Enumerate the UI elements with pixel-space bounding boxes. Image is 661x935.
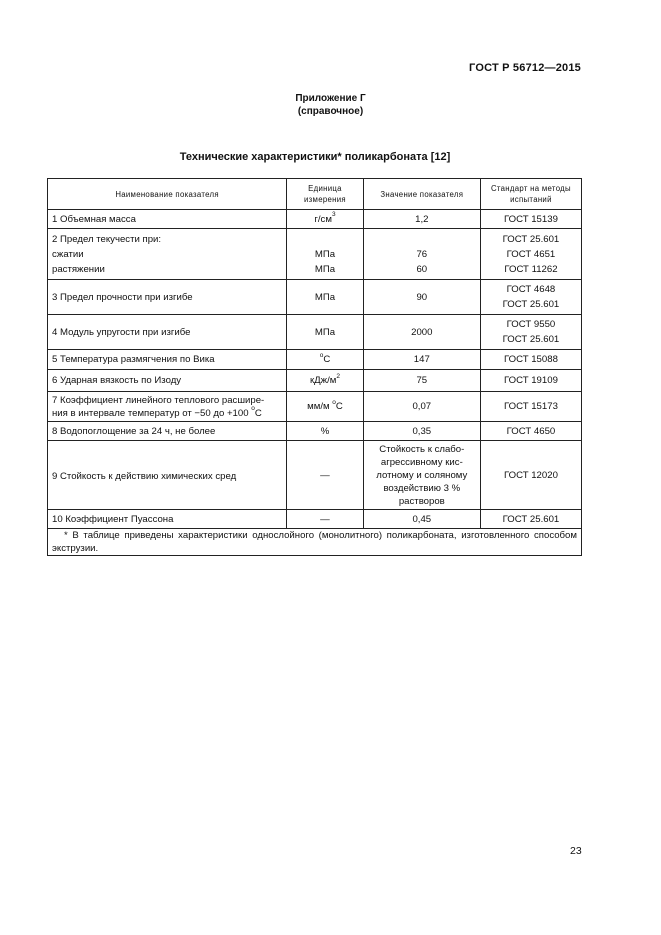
table-header-row	[48, 179, 582, 210]
row-value: 0,35	[363, 422, 480, 441]
row-value: 2000	[363, 315, 480, 350]
row-standard: ГОСТ 19109	[480, 370, 581, 392]
page-number: 23	[570, 845, 582, 857]
header-value: Значение показателя	[363, 179, 480, 210]
table-row	[48, 441, 582, 510]
row-value: 75	[363, 370, 480, 392]
row-standard: ГОСТ 15088	[480, 350, 581, 370]
row-unit: МПа	[287, 315, 364, 350]
row-name: 6 Ударная вязкость по Изоду	[48, 370, 287, 392]
table-row	[48, 229, 582, 280]
row-standard: ГОСТ 15173	[480, 392, 581, 422]
row-standard: ГОСТ 4650	[480, 422, 581, 441]
row-name: 5 Температура размягчения по Вика	[48, 350, 287, 370]
annex-title: Приложение Г	[295, 93, 366, 104]
table-row	[48, 510, 582, 529]
characteristics-table	[47, 178, 582, 556]
table-row	[48, 370, 582, 392]
annex-heading	[0, 92, 661, 118]
row-value: 1,2	[363, 210, 480, 229]
table-row	[48, 422, 582, 441]
header-standard: Стандарт на методы испытаний	[480, 179, 581, 210]
table-footnote: * В таблице приведены характеристики однослойного (монолитного) поликарбоната, изготовленного способом экструзии.	[48, 529, 582, 556]
row-value: 90	[363, 280, 480, 315]
row-value: 0,45	[363, 510, 480, 529]
table-row	[48, 350, 582, 370]
row-name: 3 Предел прочности при изгибе	[48, 280, 287, 315]
row-value: Стойкость к слабо- агрессивному кис- лотному и соляному воздействию 3 % растворов	[363, 441, 480, 510]
row-standard: ГОСТ 12020	[480, 441, 581, 510]
row-name: 1 Объемная масса	[48, 210, 287, 229]
footnote-row	[48, 529, 582, 556]
row-name: 4 Модуль упругости при изгибе	[48, 315, 287, 350]
row-unit: $г/см^3$	[287, 210, 364, 229]
row-unit: МПа	[287, 280, 364, 315]
row-standard: ГОСТ 15139	[480, 210, 581, 229]
row-unit: %	[287, 422, 364, 441]
row-unit: кДж/$м^2$	[287, 370, 364, 392]
header-name: Наименование показателя	[48, 179, 287, 210]
annex-subtitle: (справочное)	[297, 106, 364, 117]
row-unit: —	[287, 441, 364, 510]
row-value: 147	[363, 350, 480, 370]
row-unit: мм/м $^о$С	[287, 392, 364, 422]
row-standard: ГОСТ 25.601 ГОСТ 4651 ГОСТ 11262	[480, 229, 581, 280]
header-unit: Единица измерения	[287, 179, 364, 210]
row-value: 76 60	[363, 229, 480, 280]
table-title: Технические характеристики* поликарбоната [12]	[179, 151, 451, 163]
row-name: 10 Коэффициент Пуассона	[48, 510, 287, 529]
table-row	[48, 392, 582, 422]
row-name: 9 Стойкость к действию химических сред	[48, 441, 287, 510]
row-standard: ГОСТ 9550 ГОСТ 25.601	[480, 315, 581, 350]
row-unit: МПа МПа	[287, 229, 364, 280]
row-name: 2 Предел текучести при: сжатии растяжении	[48, 229, 287, 280]
row-standard: ГОСТ 25.601	[480, 510, 581, 529]
row-standard: ГОСТ 4648 ГОСТ 25.601	[480, 280, 581, 315]
row-value: 0,07	[363, 392, 480, 422]
row-name: 7 Коэффициент линейного теплового расшире- ния в интервале температур от −50 до +100 $^о$С	[48, 392, 287, 422]
table-row	[48, 210, 582, 229]
document-code: ГОСТ Р 56712—2015	[469, 62, 581, 74]
row-name: 8 Водопоглощение за 24 ч, не более	[48, 422, 287, 441]
row-unit: —	[287, 510, 364, 529]
table-row	[48, 315, 582, 350]
row-unit: $^о$С	[287, 350, 364, 370]
table-row	[48, 280, 582, 315]
